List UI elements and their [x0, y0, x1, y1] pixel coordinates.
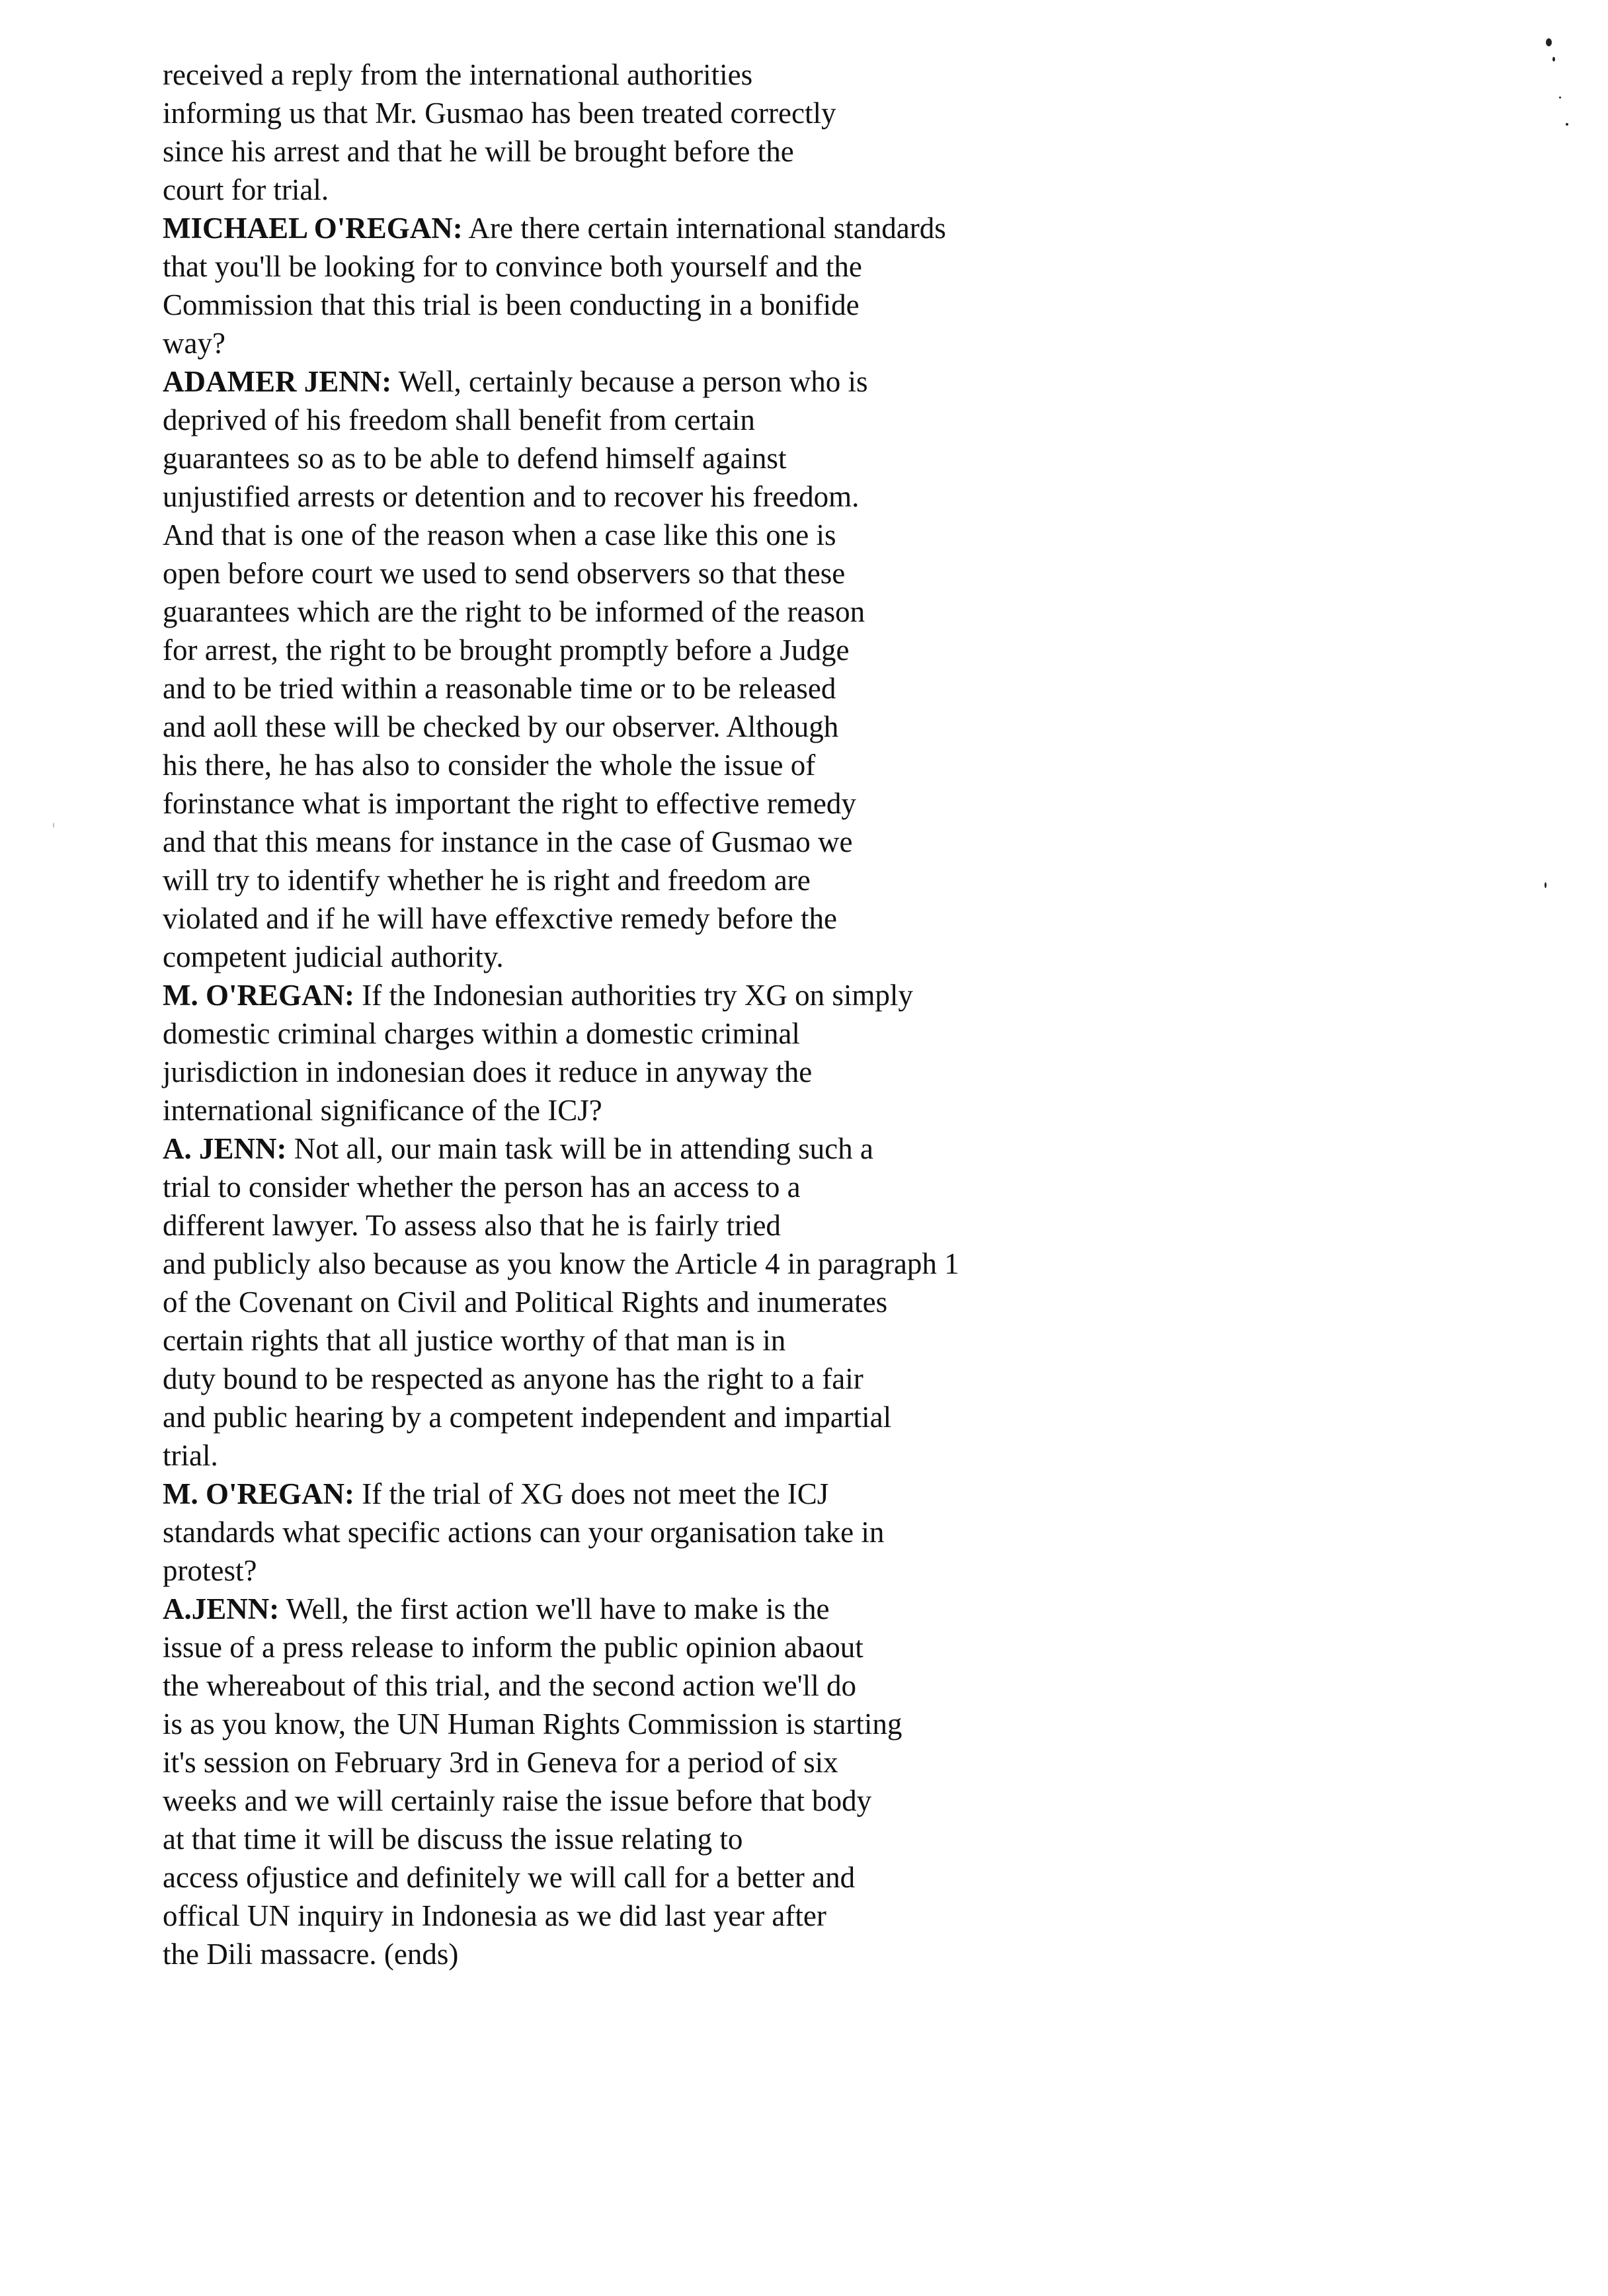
transcript-line: [163, 1628, 1168, 1666]
line-text: international significance of the ICJ?: [163, 1094, 602, 1127]
line-text: forinstance what is important the right to effective remedy: [163, 787, 856, 820]
line-text: offical UN inquiry in Indonesia as we did last year after: [163, 1899, 826, 1932]
line-text: guarantees which are the right to be informed of the reason: [163, 595, 865, 628]
transcript-line: [163, 362, 1168, 401]
transcript-line: [163, 247, 1168, 286]
transcript-line: [163, 401, 1168, 439]
transcript-line: [163, 516, 1168, 554]
transcript-line: [163, 286, 1168, 324]
transcript-line: [163, 477, 1168, 516]
line-text: it's session on February 3rd in Geneva for a period of six: [163, 1746, 838, 1779]
line-text: and public hearing by a competent independent and impartial: [163, 1401, 892, 1434]
transcript-line: [163, 209, 1168, 247]
transcript-line: [163, 171, 1168, 209]
line-text: trial to consider whether the person has an access to a: [163, 1170, 801, 1204]
transcript-line: [163, 1897, 1168, 1935]
line-text: deprived of his freedom shall benefit from certain: [163, 403, 755, 436]
line-text: issue of a press release to inform the public opinion abaout: [163, 1631, 864, 1664]
line-text: and publicly also because as you know the Article 4 in paragraph 1: [163, 1247, 959, 1280]
transcript-line: [163, 1513, 1168, 1551]
transcript-line: [163, 1360, 1168, 1398]
scan-speck: [1566, 123, 1568, 126]
line-text: Well, the first action we'll have to make is the: [279, 1592, 830, 1625]
line-text: and aoll these will be checked by our observer. Although: [163, 710, 839, 743]
transcript-line: [163, 861, 1168, 899]
line-text: since his arrest and that he will be brought before the: [163, 135, 794, 168]
transcript-line: [163, 784, 1168, 823]
transcript-line: [163, 56, 1168, 94]
line-text: and that this means for instance in the case of Gusmao we: [163, 825, 853, 858]
line-text: the Dili massacre. (ends): [163, 1938, 459, 1971]
line-text: jurisdiction in indonesian does it reduce in anyway the: [163, 1055, 813, 1088]
line-text: domestic criminal charges within a domestic criminal: [163, 1017, 800, 1050]
transcript-line: [163, 938, 1168, 976]
line-text: unjustified arrests or detention and to recover his freedom.: [163, 480, 860, 513]
line-text: trial.: [163, 1439, 218, 1472]
line-text: If the trial of XG does not meet the ICJ: [354, 1477, 829, 1510]
transcript-line: [163, 1590, 1168, 1628]
transcript-line: [163, 554, 1168, 593]
transcript-line: [163, 976, 1168, 1014]
transcript-body: [163, 56, 1168, 1973]
line-text: weeks and we will certainly raise the issue before that body: [163, 1784, 872, 1817]
line-text: protest?: [163, 1554, 257, 1587]
line-text: And that is one of the reason when a case like this one is: [163, 518, 836, 552]
transcript-line: [163, 1053, 1168, 1091]
scan-speck: [1559, 97, 1561, 99]
transcript-line: [163, 1014, 1168, 1053]
scan-speck: [1545, 882, 1547, 888]
transcript-line: [163, 1743, 1168, 1782]
transcript-line: [163, 1091, 1168, 1129]
line-text: access ofjustice and definitely we will call for a better and: [163, 1861, 856, 1894]
speaker-label: M. O'REGAN:: [163, 1477, 354, 1510]
line-text: court for trial.: [163, 173, 329, 206]
speaker-label: ADAMER JENN:: [163, 365, 392, 398]
transcript-line: [163, 1551, 1168, 1590]
line-text: If the Indonesian authorities try XG on simply: [354, 979, 913, 1012]
line-text: that you'll be looking for to convince both yourself and the: [163, 250, 862, 283]
line-text: will try to identify whether he is right and freedom are: [163, 864, 811, 897]
transcript-line: [163, 631, 1168, 669]
transcript-line: [163, 1398, 1168, 1436]
line-text: his there, he has also to consider the whole the issue of: [163, 749, 816, 782]
transcript-line: [163, 593, 1168, 631]
line-text: is as you know, the UN Human Rights Commission is starting: [163, 1707, 903, 1741]
transcript-line: [163, 1820, 1168, 1858]
transcript-line: [163, 1321, 1168, 1360]
speaker-label: A.JENN:: [163, 1592, 280, 1625]
line-text: guarantees so as to be able to defend himself against: [163, 442, 787, 475]
transcript-line: [163, 1666, 1168, 1705]
line-text: received a reply from the international authorities: [163, 58, 753, 91]
line-text: Well, certainly because a person who is: [391, 365, 868, 398]
line-text: violated and if he will have effexctive remedy before the: [163, 902, 837, 935]
transcript-line: [163, 1782, 1168, 1820]
transcript-line: [163, 324, 1168, 362]
transcript-line: [163, 1436, 1168, 1475]
line-text: duty bound to be respected as anyone has the right to a fair: [163, 1362, 864, 1395]
line-text: Are there certain international standards: [462, 212, 946, 245]
transcript-line: [163, 1283, 1168, 1321]
transcript-line: [163, 1168, 1168, 1206]
line-text: standards what specific actions can your organisation take in: [163, 1516, 885, 1549]
transcript-line: [163, 132, 1168, 171]
transcript-line: [163, 1705, 1168, 1743]
speaker-label: A. JENN:: [163, 1132, 287, 1165]
transcript-line: [163, 708, 1168, 746]
transcript-line: [163, 1858, 1168, 1897]
transcript-line: [163, 746, 1168, 784]
transcript-line: [163, 1129, 1168, 1168]
transcript-line: [163, 1475, 1168, 1513]
line-text: competent judicial authority.: [163, 940, 504, 973]
line-text: and to be tried within a reasonable time or to be released: [163, 672, 836, 705]
transcript-line: [163, 669, 1168, 708]
transcript-line: [163, 1935, 1168, 1973]
line-text: certain rights that all justice worthy of that man is in: [163, 1324, 786, 1357]
line-text: different lawyer. To assess also that he is fairly tried: [163, 1209, 781, 1242]
transcript-line: [163, 94, 1168, 132]
line-text: Not all, our main task will be in attending such a: [286, 1132, 873, 1165]
transcript-line: [163, 899, 1168, 938]
line-text: for arrest, the right to be brought promptly before a Judge: [163, 634, 850, 667]
scan-speck: [1546, 38, 1552, 46]
transcript-line: [163, 1245, 1168, 1283]
scan-speck: [53, 823, 54, 828]
line-text: the whereabout of this trial, and the second action we'll do: [163, 1669, 857, 1702]
transcript-line: [163, 1206, 1168, 1245]
line-text: of the Covenant on Civil and Political Rights and inumerates: [163, 1286, 888, 1319]
speaker-label: MICHAEL O'REGAN:: [163, 212, 463, 245]
transcript-line: [163, 823, 1168, 861]
scan-speck: [1552, 57, 1555, 62]
transcript-line: [163, 439, 1168, 477]
line-text: open before court we used to send observers so that these: [163, 557, 846, 590]
line-text: at that time it will be discuss the issue relating to: [163, 1823, 743, 1856]
line-text: informing us that Mr. Gusmao has been treated correctly: [163, 97, 836, 130]
speaker-label: M. O'REGAN:: [163, 979, 354, 1012]
line-text: way?: [163, 327, 225, 360]
line-text: Commission that this trial is been conducting in a bonifide: [163, 288, 860, 321]
